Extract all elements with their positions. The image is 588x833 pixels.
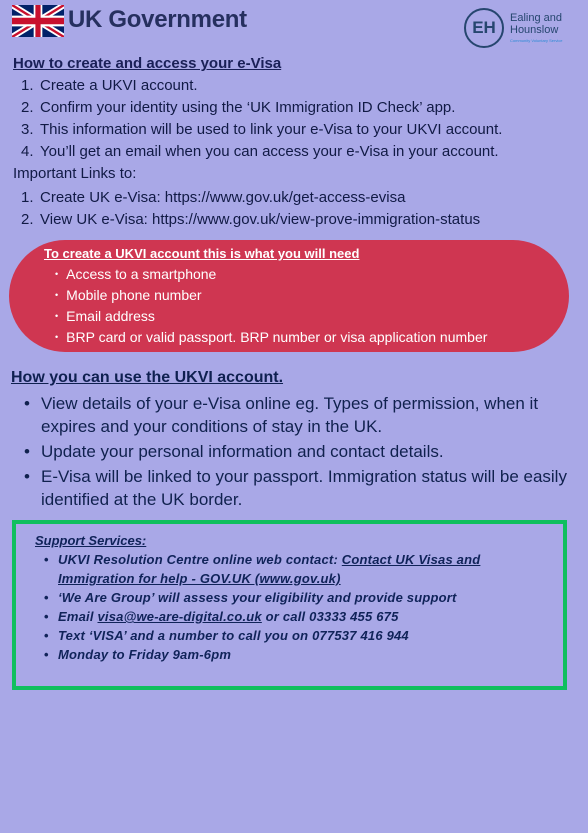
support-title: Support Services: [35,533,147,548]
contact-ukvi-link[interactable]: Contact UK Visas and Immigration for help - GOV.UK (www.gov.uk) [58,552,481,586]
union-jack-icon [12,5,64,37]
list-item [44,607,549,626]
step-text: You’ll get an email when you can access your e-Visa in your account. [40,143,499,160]
support-list [44,550,549,664]
ealing-hounslow-logo [464,8,504,48]
logo-tagline: Community Voluntary Service [510,38,563,43]
list-item: • BRP card or valid passport. BRP number or visa application number [55,327,487,348]
logo-line2: Hounslow [510,24,559,36]
link-number: 2. [21,211,34,228]
step-text: Create a UKVI account. [40,77,198,94]
list-item [21,98,502,120]
list-item: • View details of your e-Visa online eg. Types of permission, when it expires and your conditions of stay in the UK. [24,392,574,438]
logo-line1: Ealing and [510,12,562,24]
link-text[interactable]: View UK e-Visa: https://www.gov.uk/view-prove-immigration-status [40,211,481,228]
list-item: • Text ‘VISA’ and a number to call you on 077537 416 944 [44,626,549,645]
list-item: • Update your personal information and contact details. [24,440,574,463]
logo-initials: EH [472,18,496,37]
section-heading-use-account: How you can use the UKVI account. [11,369,284,386]
step-text: Confirm your identity using the ‘UK Immigration ID Check’ app. [40,99,456,116]
account-uses-list [24,392,574,513]
step-number: 1. [21,77,34,94]
link-item[interactable] [21,188,480,210]
list-item: • Email address [55,306,487,327]
important-links-list [21,188,480,232]
list-item: • Monday to Friday 9am-6pm [44,645,549,664]
logo-text [510,12,562,36]
list-item: • Mobile phone number [55,285,487,306]
support-text: Email [58,609,98,624]
email-link[interactable]: visa@we-are-digital.co.uk [97,609,262,624]
list-item [21,120,502,142]
list-item: • ‘We Are Group’ will assess your eligibility and provide support [44,588,549,607]
important-links-label: Important Links to: [13,165,137,182]
step-number: 3. [21,121,34,138]
link-text[interactable]: Create UK e-Visa: https://www.gov.uk/get-access-evisa [40,189,406,206]
support-text: or call 03333 455 675 [261,609,399,624]
list-item: • E-Visa will be linked to your passport. Immigration status will be easily identified at the UK border. [24,465,574,511]
steps-list [21,76,502,164]
list-item [21,76,502,98]
support-text: UKVI Resolution Centre online web contact: [58,552,342,567]
link-number: 1. [21,189,34,206]
requirements-list [55,264,487,348]
list-item [21,142,502,164]
list-item: • Access to a smartphone [55,264,487,285]
section-heading-create-access: How to create and access your e-Visa [13,55,282,72]
gov-title: UK Government [68,6,247,33]
requirements-title: To create a UKVI account this is what you will need [44,246,360,261]
page-header [0,0,588,48]
link-item[interactable] [21,210,480,232]
step-text: This information will be used to link your e-Visa to your UKVI account. [40,121,503,138]
step-number: 2. [21,99,34,116]
list-item [44,550,549,588]
step-number: 4. [21,143,34,160]
